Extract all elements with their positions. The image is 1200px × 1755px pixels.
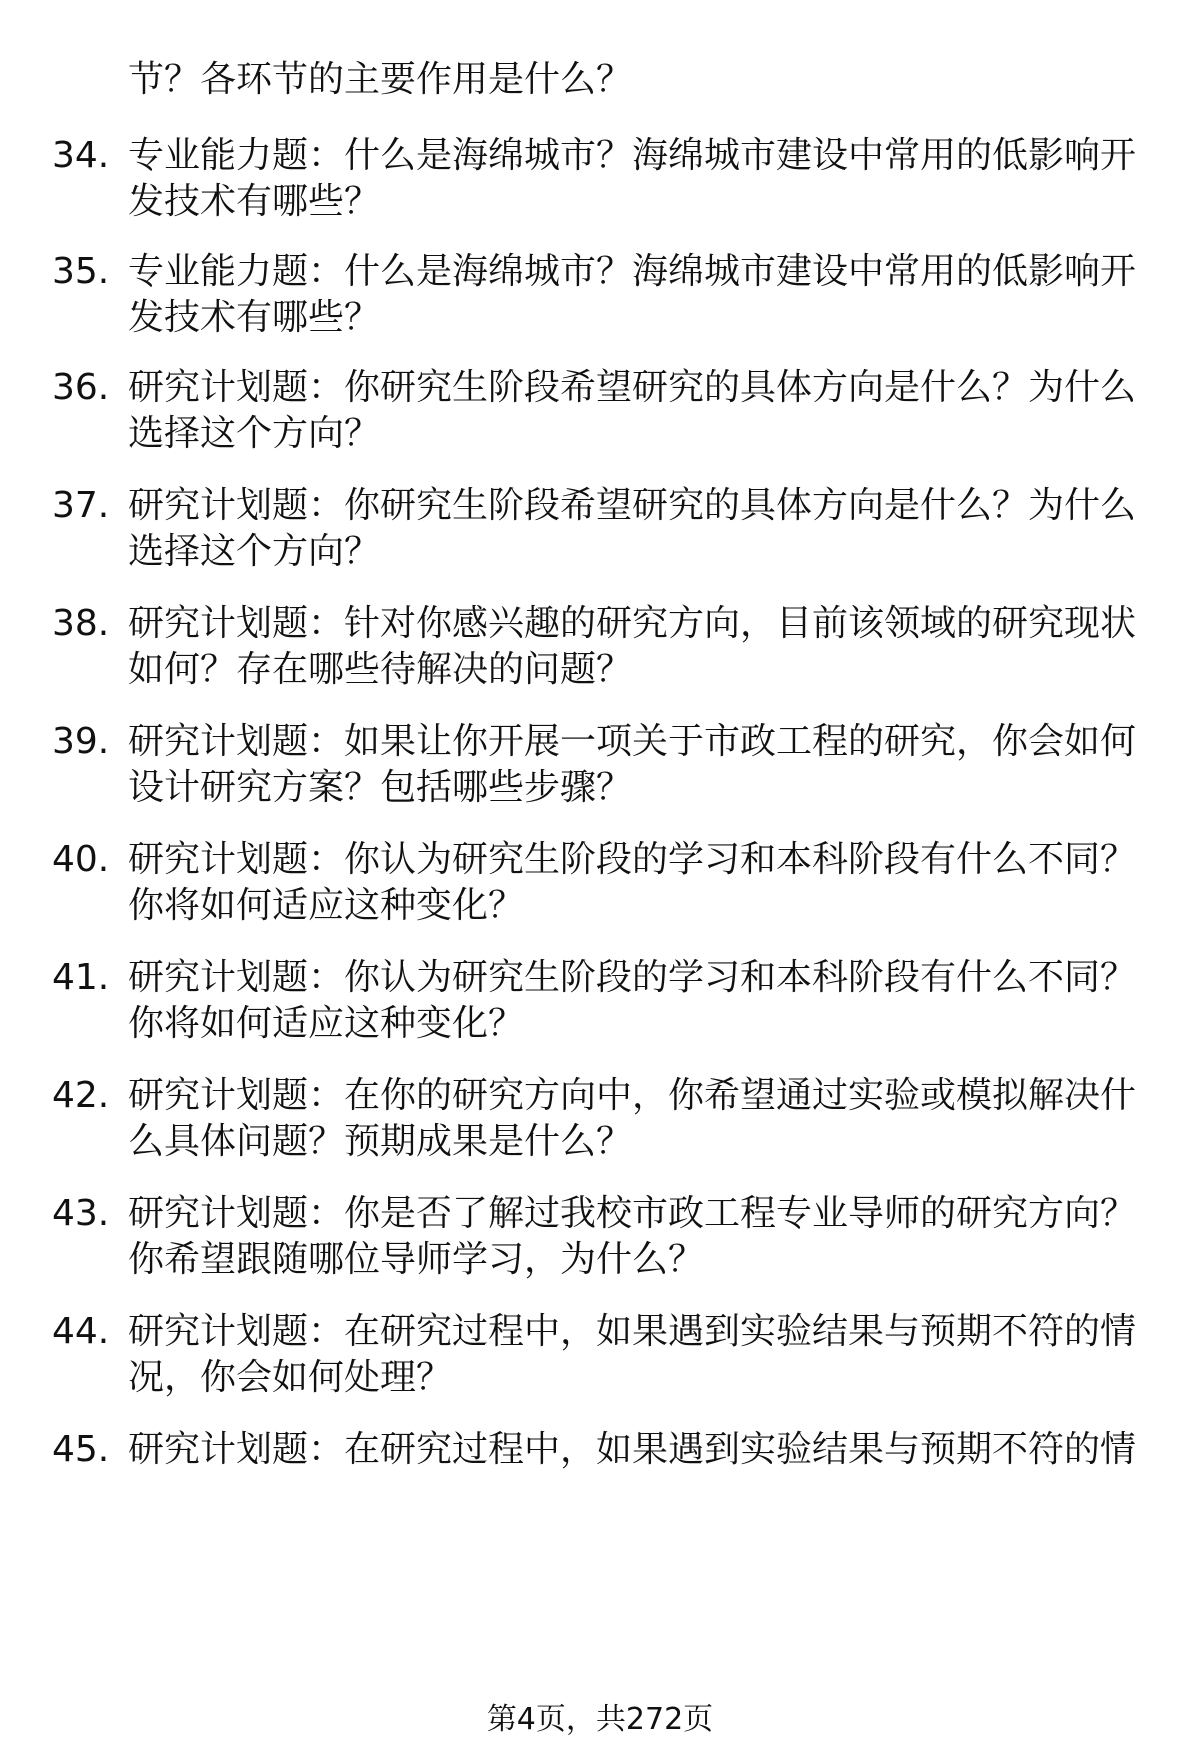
question-text-line1: 专业能力题：什么是海绵城市？海绵城市建设中常用的低影响开: [128, 135, 1137, 176]
question-number: 45.: [52, 1429, 110, 1470]
question-text-line1: 研究计划题：针对你感兴趣的研究方向，目前该领域的研究现状: [128, 603, 1137, 644]
question-text-line1: 专业能力题：什么是海绵城市？海绵城市建设中常用的低影响开: [128, 251, 1137, 292]
question-number: 39.: [52, 721, 110, 762]
question-text-line1: 研究计划题：你认为研究生阶段的学习和本科阶段有什么不同？: [128, 839, 1137, 880]
question-number: 37.: [52, 485, 110, 526]
question-text-line2: 如何？存在哪些待解决的问题？: [128, 649, 633, 690]
question-text-line1: 研究计划题：在你的研究方向中，你希望通过实验或模拟解决什: [128, 1075, 1137, 1116]
question-number: 44.: [52, 1311, 110, 1352]
question-text-line2: 你将如何适应这种变化？: [128, 885, 525, 926]
question-text-line1: 研究计划题：你研究生阶段希望研究的具体方向是什么？为什么: [128, 367, 1137, 408]
question-number: 40.: [52, 839, 110, 880]
page-number-footer: 第4页，共272页: [486, 1702, 714, 1737]
question-text-line2: 你希望跟随哪位导师学习，为什么？: [128, 1239, 705, 1280]
question-text-line2: 选择这个方向？: [128, 531, 381, 572]
question-text-line2: 选择这个方向？: [128, 413, 381, 454]
question-number: 36.: [52, 367, 110, 408]
continuation-text: 节？各环节的主要作用是什么？: [128, 59, 633, 100]
question-number: 42.: [52, 1075, 110, 1116]
question-text-line2: 设计研究方案？包括哪些步骤？: [128, 767, 633, 808]
question-text-line2: 么具体问题？预期成果是什么？: [128, 1121, 633, 1162]
question-text-line2: 发技术有哪些？: [128, 181, 381, 222]
question-text-line2: 发技术有哪些？: [128, 297, 381, 338]
question-text-line1: 研究计划题：你研究生阶段希望研究的具体方向是什么？为什么: [128, 485, 1137, 526]
question-text-line1: 研究计划题：你认为研究生阶段的学习和本科阶段有什么不同？: [128, 957, 1137, 998]
question-text-line1: 研究计划题：在研究过程中，如果遇到实验结果与预期不符的情: [128, 1429, 1137, 1470]
question-text-line1: 研究计划题：你是否了解过我校市政工程专业导师的研究方向？: [128, 1193, 1137, 1234]
question-number: 34.: [52, 135, 110, 176]
question-number: 35.: [52, 251, 110, 292]
question-text-line1: 研究计划题：如果让你开展一项关于市政工程的研究，你会如何: [128, 721, 1137, 762]
question-number: 38.: [52, 603, 110, 644]
question-text-line2: 你将如何适应这种变化？: [128, 1003, 525, 1044]
question-text-line1: 研究计划题：在研究过程中，如果遇到实验结果与预期不符的情: [128, 1311, 1137, 1352]
question-text-line2: 况，你会如何处理？: [128, 1357, 453, 1398]
question-number: 43.: [52, 1193, 110, 1234]
question-number: 41.: [52, 957, 110, 998]
